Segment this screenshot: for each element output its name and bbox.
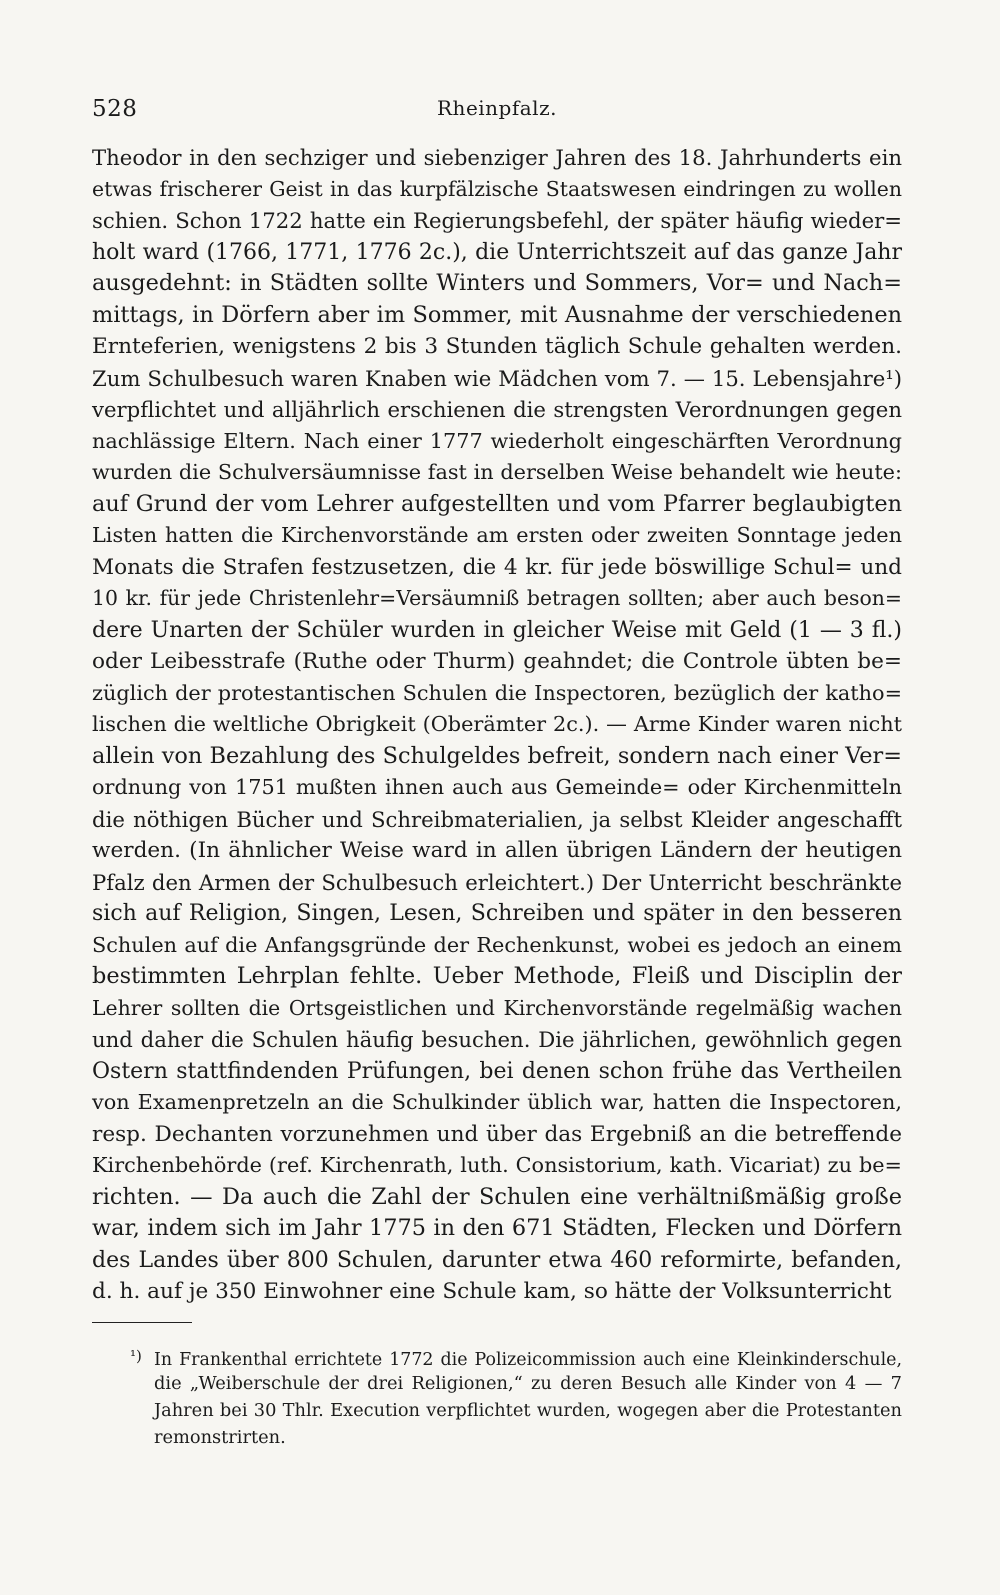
text-line: dere Unarten der Schüler wurden in gleicher Weise mit Geld (1 — 3 fl.)	[92, 617, 902, 643]
text-line: holt ward (1766, 1771, 1776 2c.), die Unterrichtszeit auf das ganze Jahr	[92, 239, 902, 265]
text-line: sich auf Religion, Singen, Lesen, Schreiben und später in den besseren	[92, 901, 902, 926]
text-line: Monats die Strafen festzusetzen, die 4 kr. für jede böswillige Schul= und	[92, 554, 902, 580]
text-line: schien. Schon 1722 hatte ein Regierungsbefehl, der später häufig wieder=	[92, 208, 902, 233]
text-line: werden. (In ähnlicher Weise ward in allen übrigen Ländern der heutigen	[92, 838, 902, 863]
text-line: Ernteferien, wenigstens 2 bis 3 Stunden täglich Schule gehalten werden.	[92, 334, 902, 359]
text-line: Kirchenbehörde (ref. Kirchenrath, luth. Consistorium, kath. Vicariat) zu be=	[92, 1153, 902, 1177]
text-line: resp. Dechanten vorzunehmen und über das Ergebniß an die betreffende	[92, 1121, 902, 1147]
text-line: oder Leibesstrafe (Ruthe oder Thurm) geahndet; die Controle übten be=	[92, 649, 902, 674]
text-line: d. h. auf je 350 Einwohner eine Schule kam, so hätte der Volksunterricht	[92, 1279, 892, 1304]
text-line: von Examenpretzeln an die Schulkinder üblich war, hatten die Inspectoren,	[92, 1090, 902, 1114]
footnote-line: die „Weiberschule der drei Religionen,“ zu deren Besuch alle Kinder von 4 — 7	[154, 1373, 902, 1394]
text-line: und daher die Schulen häufig besuchen. Die jährlichen, gewöhnlich gegen	[92, 1027, 902, 1052]
footnote-marker: ¹)	[130, 1347, 142, 1365]
footnote-line: Jahren bei 30 Thlr. Execution verpflichtet wurden, wogegen aber die Protestanten	[154, 1400, 902, 1421]
page-number: 528	[92, 96, 138, 122]
text-line: Ostern stattfindenden Prüfungen, bei denen schon frühe das Vertheilen	[92, 1058, 902, 1084]
footnote-separator-rule	[92, 1322, 192, 1323]
text-line: Listen hatten die Kirchenvorstände am ersten oder zweiten Sonntage jeden	[92, 523, 902, 547]
text-line: ausgedehnt: in Städten sollte Winters und Sommers, Vor= und Nach=	[92, 270, 902, 296]
text-line: Lehrer sollten die Ortsgeistlichen und Kirchenvorstände regelmäßig wachen	[92, 995, 902, 1020]
text-line: des Landes über 800 Schulen, darunter etwa 460 reformirte, befanden,	[92, 1247, 902, 1273]
text-line: verpflichtet und alljährlich erschienen die strengsten Verordnungen gegen	[92, 397, 902, 422]
text-line: auf Grund der vom Lehrer aufgestellten und vom Pfarrer beglaubigten	[92, 490, 902, 517]
footnote-line	[108, 1343, 902, 1370]
footnote-text: In Frankenthal errichtete 1772 die Polizeicommission auch eine Kleinkinderschule,	[154, 1350, 902, 1370]
text-line: züglich der protestantischen Schulen die Inspectoren, bezüglich der katho=	[92, 680, 902, 705]
text-line: mittags, in Dörfern aber im Sommer, mit Ausnahme der verschiedenen	[92, 301, 902, 328]
footnote-line: remonstrirten.	[154, 1427, 286, 1448]
text-line: 10 kr. für jede Christenlehr=Versäumniß betragen sollten; aber auch beson=	[92, 586, 902, 610]
text-line: Theodor in den sechziger und siebenziger Jahren des 18. Jahrhunderts ein	[92, 145, 902, 170]
text-line: wurden die Schulversäumnisse fast in derselben Weise behandelt wie heute:	[92, 460, 902, 484]
text-line: bestimmten Lehrplan fehlte. Ueber Methode, Fleiß und Disciplin der	[92, 963, 902, 989]
text-line: allein von Bezahlung des Schulgeldes befreit, sondern nach einer Ver=	[92, 742, 902, 769]
running-head: Rheinpfalz.	[437, 96, 557, 120]
text-line: etwas frischerer Geist in das kurpfälzische Staatswesen eindringen zu wollen	[92, 176, 902, 201]
text-line: die nöthigen Bücher und Schreibmaterialien, ja selbst Kleider angeschafft	[92, 806, 902, 832]
footnote	[108, 1343, 902, 1451]
text-line: Schulen auf die Anfangsgründe der Rechenkunst, wobei es jedoch an einem	[92, 932, 902, 957]
text-line: lischen die weltliche Obrigkeit (Oberämter 2c.). — Arme Kinder waren nicht	[92, 712, 902, 736]
text-line: nachlässige Eltern. Nach einer 1777 wiederholt eingeschärften Verordnung	[92, 428, 902, 453]
text-line: war, indem sich im Jahr 1775 in den 671 Städten, Flecken und Dörfern	[92, 1215, 902, 1241]
text-line: Zum Schulbesuch waren Knaben wie Mädchen vom 7. — 15. Lebensjahre¹)	[92, 365, 902, 391]
text-line: Pfalz den Armen der Schulbesuch erleichtert.) Der Unterricht beschränkte	[92, 869, 902, 895]
text-line: ordnung von 1751 mußten ihnen auch aus Gemeinde= oder Kirchenmitteln	[92, 775, 902, 799]
page-header	[92, 96, 902, 132]
body-text	[92, 142, 902, 1308]
text-line: richten. — Da auch die Zahl der Schulen eine verhältnißmäßig große	[92, 1183, 902, 1210]
